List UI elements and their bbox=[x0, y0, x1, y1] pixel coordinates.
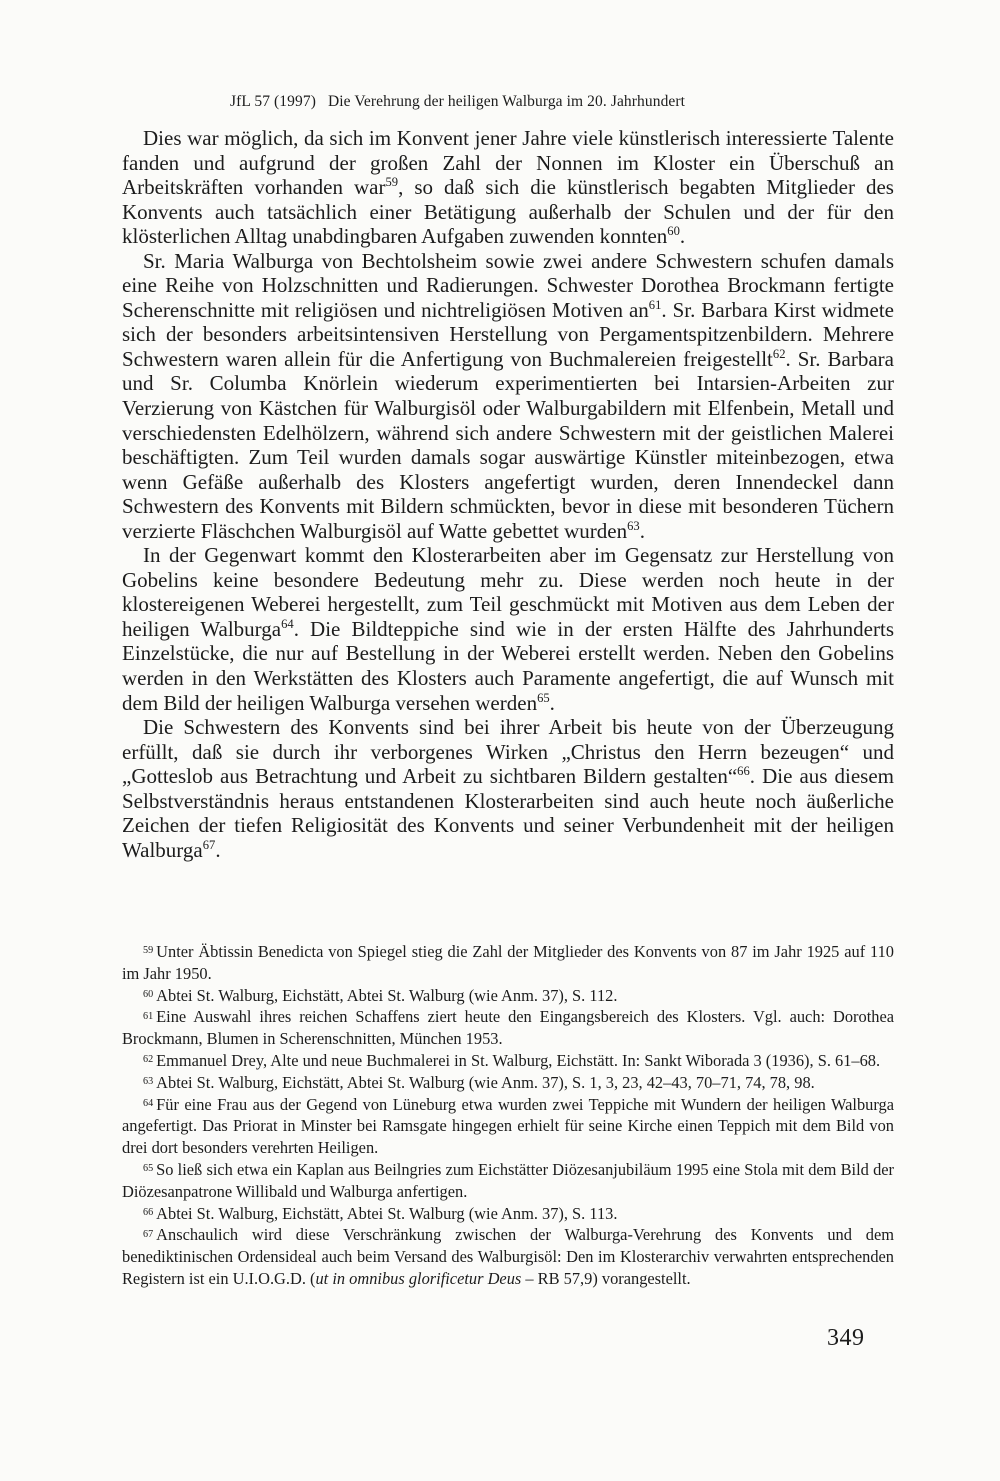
footnote bbox=[122, 1224, 894, 1289]
text-run: So ließ sich etwa ein Kaplan aus Beilngries zum Eichstätter Diözesanjubiläum 1995 eine Stola mit dem Bild der Diözesanpatrone Willibald und Walburga anfertigen. bbox=[122, 1159, 894, 1201]
footnote bbox=[122, 1072, 894, 1094]
footnote-number: 61 bbox=[143, 1010, 154, 1022]
footnote-number: 65 bbox=[143, 1163, 154, 1175]
paragraph bbox=[122, 249, 894, 544]
body-text bbox=[122, 126, 894, 862]
footnote-number: 60 bbox=[143, 989, 154, 1001]
text-run: . Die Bildteppiche sind wie in der ersten Hälfte des Jahrhunderts Einzelstücke, die nur auf Bestellung in der Weberei erstellt werden. Neben den Gobelins werden in den Werkstätten des Klosters auch Paramente angefertigt, die auf Wunsch mit dem Bild der heiligen Walburga versehen werden bbox=[122, 616, 895, 715]
footnote-ref: 59 bbox=[385, 175, 399, 190]
paragraph bbox=[122, 126, 894, 249]
text-run: , so daß sich die künstlerisch begabten Mitglieder des Konvents auch tatsächlich einer Betätigung außerhalb der Schulen und der für den klösterlichen Alltag unabdingbaren Aufgaben zuwenden konnten bbox=[122, 175, 894, 249]
footnotes bbox=[122, 941, 894, 1290]
footnote bbox=[122, 1050, 894, 1072]
footnote bbox=[122, 985, 894, 1007]
text-run: . bbox=[215, 837, 221, 862]
footnote-text bbox=[122, 1160, 894, 1201]
footnote-number: 66 bbox=[143, 1207, 154, 1219]
text-run: . bbox=[679, 224, 686, 249]
header-journal: JfL 57 (1997) bbox=[230, 93, 316, 110]
footnote bbox=[122, 1203, 894, 1225]
footnote-ref: 64 bbox=[281, 616, 294, 631]
italic-text: ut in omnibus glorificetur Deus bbox=[315, 1268, 522, 1288]
footnote-text bbox=[156, 1204, 617, 1223]
header-title: Die Verehrung der heiligen Walburga im 20. Jahrhundert bbox=[327, 93, 686, 110]
text-run: Abtei St. Walburg, Eichstätt, Abtei St. Walburg (wie Anm. 37), S. 112. bbox=[156, 985, 618, 1005]
text-run: Unter Äbtissin Benedicta von Spiegel stieg die Zahl der Mitglieder des Konvents von 87 im Jahr 1925 auf 110 im Jahr 1950. bbox=[122, 942, 894, 983]
text-run: . Sr. Barbara Kirst widmete sich der besonders arbeitsintensiven Herstellung von Pergamentspitzenbildern. Mehrere Schwestern waren allein für die Anfertigung von Buchmalereien freigestellt bbox=[122, 297, 894, 371]
footnote-number: 59 bbox=[143, 945, 154, 957]
text-run: . Sr. Barbara und Sr. Columba Knörlein wiederum experimentierten bei Intarsien-Arbeiten zur Verzierung von Kästchen für Walburgisöl oder Walburgabildern mit Elfenbein, Metall und verschiedensten Edelhölzern, während sich andere Schwestern mit der geistlichen Malerei beschäftigten. Zum Teil wurden damals sogar auswärtige Künstler miteinbezogen, etwa wenn Gefäße außerhalb des Klosters angefertigt wurden, deren Innendeckel dann Schwestern des Konvents mit Bildern schmückten, bevor in diese mit besonderen Tüchern verzierte Fläschchen Walburgisöl auf Watte gebettet wurden bbox=[122, 346, 894, 543]
footnote-ref: 66 bbox=[737, 764, 750, 779]
running-header bbox=[230, 93, 685, 111]
footnote-ref: 63 bbox=[627, 518, 640, 533]
text-run: Die Schwestern des Konvents sind bei ihrer Arbeit bis heute von der Überzeugung erfüllt, daß sie durch ihr verborgenes Wirken „Christus den Herrn bezeugen“ und „Gotteslob aus Betrachtung und Arbeit zu sichtbaren Bildern gestalten“ bbox=[122, 715, 894, 789]
paragraph bbox=[122, 543, 894, 715]
text-run: Anschaulich wird diese Verschränkung zwischen der Walburga-Verehrung des Konvents und dem benediktinischen Ordensideal auch beim Versand des Walburgisöl: Den im Klosterarchiv verwahrten entsprechenden Registern ist ein U.I.O.G.D. ( bbox=[122, 1225, 894, 1288]
text-run: Eine Auswahl ihres reichen Schaffens ziert heute den Eingangsbereich des Klosters. Vgl. auch: Dorothea Brockmann, Blumen in Scherenschnitten, München 1953. bbox=[122, 1007, 894, 1049]
footnote bbox=[122, 1006, 894, 1050]
text-run: In der Gegenwart kommt den Klosterarbeiten aber im Gegensatz zur Herstellung von Gobelins keine besondere Bedeutung mehr zu. Diese werden noch heute in der klostereigenen Weberei hergestellt, zum Teil geschmückt mit Motiven aus dem Leben der heiligen Walburga bbox=[122, 543, 894, 641]
footnote bbox=[122, 941, 894, 985]
text-run: Für eine Frau aus der Gegend von Lüneburg etwa wurden zwei Teppiche mit Wundern der heiligen Walburga angefertigt. Das Priorat in Minster bei Ramsgate hingegen erhielt für seine Kirche einen Teppich mit dem Bild von drei dort besonders verehrten Heiligen. bbox=[122, 1094, 894, 1158]
footnote-ref: 62 bbox=[772, 346, 786, 361]
footnote-text bbox=[122, 1095, 894, 1158]
text-run: Abtei St. Walburg, Eichstätt, Abtei St. Walburg (wie Anm. 37), S. 1, 3, 23, 42–43, 70–71, 74, 78, 98. bbox=[156, 1072, 815, 1092]
footnote-ref: 60 bbox=[667, 224, 680, 239]
footnote-number: 64 bbox=[143, 1098, 154, 1110]
paragraph bbox=[122, 715, 894, 862]
footnote bbox=[122, 1159, 894, 1203]
footnote-ref: 61 bbox=[648, 297, 662, 312]
footnote-text bbox=[156, 986, 617, 1005]
text-run: Abtei St. Walburg, Eichstätt, Abtei St. Walburg (wie Anm. 37), S. 113. bbox=[156, 1203, 618, 1223]
page-number: 349 bbox=[827, 1325, 865, 1351]
footnote-text bbox=[122, 1225, 894, 1288]
footnote-number: 63 bbox=[143, 1076, 154, 1088]
footnote-text bbox=[122, 942, 894, 983]
text-run: Emmanuel Drey, Alte und neue Buchmalerei in St. Walburg, Eichstätt. In: Sankt Wiborada 3 (1936), S. 61–68. bbox=[156, 1050, 881, 1070]
footnote-text bbox=[122, 1007, 894, 1048]
text-run: – RB 57,9) vorangestellt. bbox=[521, 1268, 691, 1288]
text-run: . bbox=[639, 518, 645, 543]
footnote-ref: 65 bbox=[537, 690, 550, 705]
text-run: Dies war möglich, da sich im Konvent jener Jahre viele künstlerisch interessierte Talente fanden und aufgrund der großen Zahl der Nonnen im Kloster ein Überschuß an Arbeitskräften vorhanden war bbox=[122, 126, 894, 200]
text-run: Sr. Maria Walburga von Bechtolsheim sowie zwei andere Schwestern schufen damals eine Reihe von Holzschnitten und Radierungen. Schwester Dorothea Brockmann fertigte Scherenschnitte mit religiösen und nichtreligiösen Motiven an bbox=[122, 248, 894, 322]
footnote-text bbox=[156, 1073, 815, 1092]
footnote-number: 62 bbox=[143, 1054, 154, 1066]
footnote-number: 67 bbox=[143, 1228, 154, 1240]
footnote-ref: 67 bbox=[202, 837, 216, 852]
footnote-text bbox=[156, 1051, 880, 1070]
footnote bbox=[122, 1094, 894, 1159]
text-run: . Die aus diesem Selbstverständnis heraus entstandenen Klosterarbeiten sind auch heute noch äußerliche Zeichen der tiefen Religiosität des Konvents und seiner Verbundenheit mit der heiligen Walburga bbox=[122, 764, 894, 862]
text-run: . bbox=[549, 690, 555, 715]
